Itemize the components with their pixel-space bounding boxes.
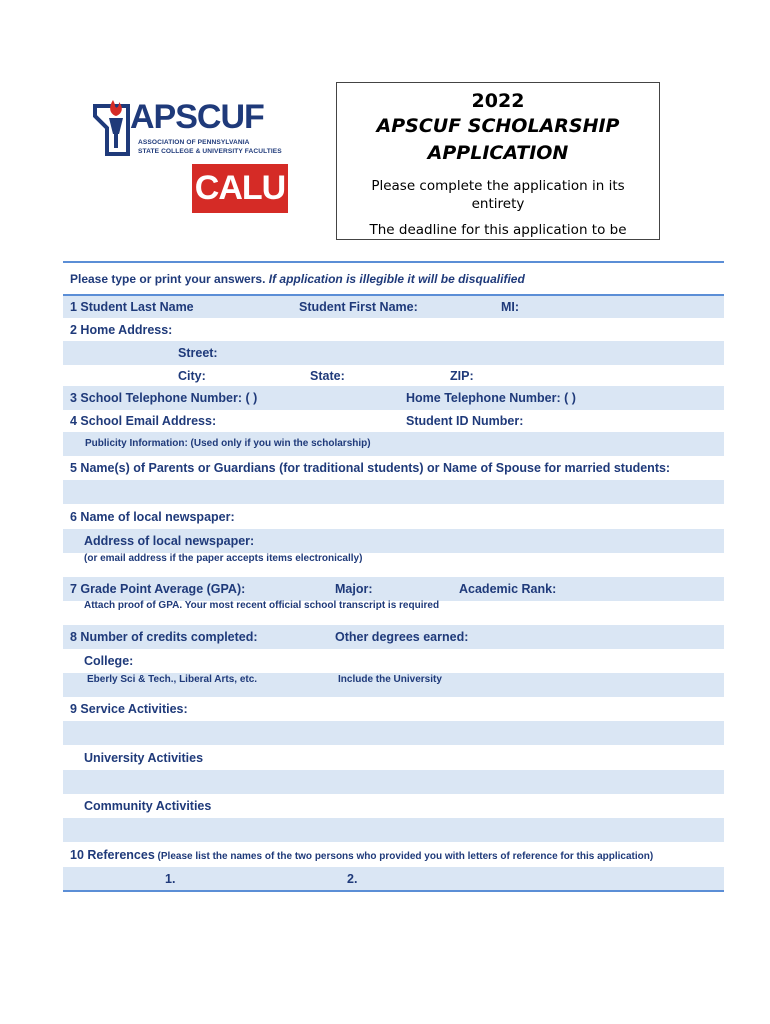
row-community-entry[interactable] bbox=[63, 818, 724, 842]
community-activities-label: Community Activities bbox=[84, 799, 212, 813]
gpa-label: 7 Grade Point Average (GPA): bbox=[70, 582, 246, 596]
title-line1: APSCUF SCHOLARSHIP bbox=[376, 115, 620, 137]
street-label: Street: bbox=[178, 346, 218, 360]
academic-rank-label: Academic Rank: bbox=[459, 582, 557, 596]
row-references bbox=[63, 843, 724, 867]
college-label: College: bbox=[84, 654, 134, 668]
row-service-entry[interactable] bbox=[63, 721, 724, 745]
instructions-plain: Please type or print your answers. bbox=[70, 272, 266, 286]
publicity-label: Publicity Information: (Used only if you win the scholarship) bbox=[85, 438, 371, 449]
state-label: State: bbox=[310, 369, 345, 383]
row-street[interactable] bbox=[63, 341, 724, 365]
apscuf-wordmark: APSCUF bbox=[130, 98, 264, 136]
city-label: City: bbox=[178, 369, 206, 383]
row-newspaper[interactable] bbox=[63, 505, 724, 529]
row-university-activities bbox=[63, 746, 724, 770]
row-publicity bbox=[63, 432, 724, 456]
row-newspaper-note bbox=[63, 553, 724, 573]
instructions-warning: If application is illegible it will be disqualified bbox=[265, 272, 525, 286]
school-email-label: 4 School Email Address: bbox=[70, 414, 217, 428]
zip-label: ZIP: bbox=[450, 369, 474, 383]
school-phone-label: 3 School Telephone Number: ( ) bbox=[70, 391, 258, 405]
reference-1-label: 1. bbox=[165, 872, 176, 886]
row-community-activities bbox=[63, 794, 724, 818]
row-newspaper-address[interactable] bbox=[63, 529, 724, 553]
references-title: 10 References bbox=[70, 848, 155, 862]
row-college-hints bbox=[63, 673, 724, 697]
title-box bbox=[336, 82, 660, 240]
university-activities-label: University Activities bbox=[84, 751, 204, 765]
row-credits[interactable] bbox=[63, 625, 724, 649]
application-year: 2022 bbox=[471, 90, 525, 112]
references-label bbox=[70, 848, 653, 862]
degrees-hint: Include the University bbox=[338, 674, 442, 685]
completion-instruction: Please complete the application in its entirety bbox=[371, 178, 625, 212]
row-student-name[interactable] bbox=[63, 296, 724, 318]
row-university-entry[interactable] bbox=[63, 770, 724, 794]
student-id-label: Student ID Number: bbox=[406, 414, 524, 428]
gpa-proof-note: Attach proof of GPA. Your most recent official school transcript is required bbox=[84, 600, 440, 611]
title-line2: APPLICATION bbox=[427, 142, 569, 164]
instructions-text bbox=[70, 272, 525, 286]
row-gpa-note bbox=[63, 600, 724, 620]
form-top-rule bbox=[63, 261, 724, 263]
row-parents-label bbox=[63, 456, 724, 480]
calu-badge: CALU bbox=[192, 164, 288, 213]
reference-2-label: 2. bbox=[347, 872, 358, 886]
apscuf-logo bbox=[92, 96, 292, 216]
logo-subtitle-line2: STATE COLLEGE & UNIVERSITY FACULTIES bbox=[138, 148, 282, 155]
home-address-label: 2 Home Address: bbox=[70, 323, 173, 337]
form-instructions bbox=[63, 264, 724, 294]
row-college[interactable] bbox=[63, 649, 724, 673]
row-telephone[interactable] bbox=[63, 386, 724, 410]
college-hint: Eberly Sci & Tech., Liberal Arts, etc. bbox=[87, 674, 258, 685]
first-name-label: Student First Name: bbox=[299, 300, 418, 314]
row-gpa[interactable] bbox=[63, 577, 724, 601]
row-service bbox=[63, 697, 724, 721]
mi-label: MI: bbox=[501, 300, 520, 314]
row-email-id[interactable] bbox=[63, 409, 724, 433]
credits-label: 8 Number of credits completed: bbox=[70, 630, 258, 644]
keystone-torch-icon bbox=[92, 98, 134, 156]
newspaper-label: 6 Name of local newspaper: bbox=[70, 510, 235, 524]
last-name-label: 1 Student Last Name bbox=[70, 300, 194, 314]
references-note: (Please list the names of the two persons who provided you with letters of reference for this application) bbox=[154, 851, 654, 862]
parents-guardians-label: 5 Name(s) of Parents or Guardians (for traditional students) or Name of Spouse for married students: bbox=[70, 461, 671, 475]
logo-subtitle-line1: ASSOCIATION OF PENNSYLVANIA bbox=[138, 139, 250, 146]
row-parents-entry[interactable] bbox=[63, 480, 724, 504]
major-label: Major: bbox=[335, 582, 373, 596]
newspaper-address-label: Address of local newspaper: bbox=[84, 534, 255, 548]
deadline-text: The deadline for this application to be bbox=[369, 222, 627, 238]
newspaper-address-note: (or email address if the paper accepts items electronically) bbox=[84, 553, 363, 564]
row-city-state-zip[interactable] bbox=[63, 364, 724, 388]
row-reference-entries[interactable] bbox=[63, 867, 724, 891]
form-bottom-rule bbox=[63, 890, 724, 892]
other-degrees-label: Other degrees earned: bbox=[335, 630, 469, 644]
home-phone-label: Home Telephone Number: ( ) bbox=[406, 391, 576, 405]
service-activities-label: 9 Service Activities: bbox=[70, 702, 188, 716]
row-home-address bbox=[63, 318, 724, 342]
